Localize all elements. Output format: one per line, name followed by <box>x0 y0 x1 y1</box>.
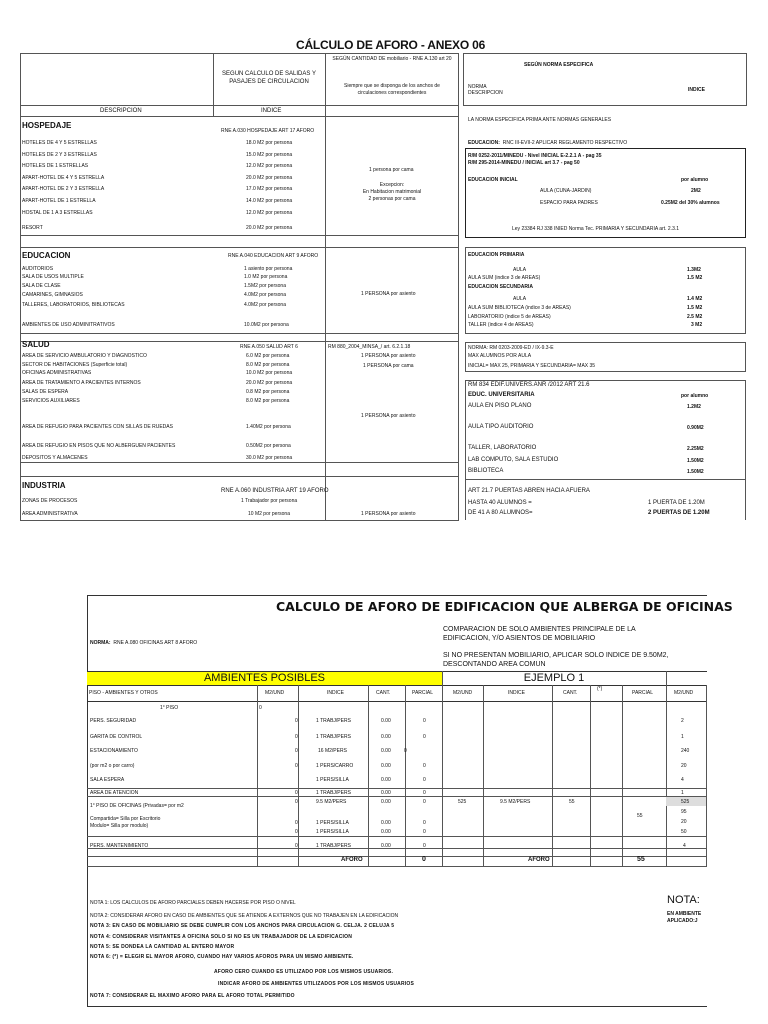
oficinas-row-label: 1° PISO DE OFICINAS (Privadas= por m2 <box>90 803 184 809</box>
table-header-cell: M2/UND <box>674 690 694 696</box>
table-row-desc: SALA ESPERA <box>90 777 125 783</box>
nota-3: NOTA 3: EN CASO DE MOBILIARIO SE DEBE CUMPLIR CON LOS ANCHOS PARA CIRCULACION G. CELJA. 2 CELUJA 5 <box>90 923 395 929</box>
hospedaje-row-indice: 17.0 M2 por persona <box>246 186 293 192</box>
aforo-cero: AFORO CERO CUANDO ES UTILIZADO POR LOS MISMOS USUARIOS. <box>214 969 394 975</box>
hdr-descripcion: DESCRIPCION <box>468 90 503 96</box>
educacion-row-desc: SALA DE USOS MULTIPLE <box>22 274 84 280</box>
secundaria-aula: AULA <box>513 296 527 302</box>
oficinas-title: CALCULO DE AFORO DE EDIFICACION QUE ALBERGA DE OFICINAS <box>276 599 733 614</box>
hospedaje-row-indice: 20.0 M2 por persona <box>246 175 293 181</box>
industria-row-desc: ZONAS DE PROCESOS <box>22 498 78 504</box>
salud-row-desc: DEPOSITOS Y ALMACENES <box>22 455 88 461</box>
salud-row-indice: 0.8 M2 por persona <box>246 389 290 395</box>
oficinas-parcial: 0 <box>423 799 426 805</box>
table-row-parcial: 0 <box>404 748 407 754</box>
hospedaje-row-desc: HOTELES DE 2 Y 3 ESTRELLAS <box>22 152 97 158</box>
table-row-cant: 0.00 <box>381 763 391 769</box>
aforo-label: AFORO <box>341 857 363 863</box>
table-row-desc: PERS. SEGURIDAD <box>90 718 137 724</box>
educacion-row-indice: 10.0M2 por persona <box>244 322 289 328</box>
table-row-right: 1 <box>681 734 684 740</box>
aforo-value: 0 <box>422 856 426 863</box>
table-row-right: 1 <box>681 790 684 796</box>
secundaria-taller-value: 3 M2 <box>691 322 703 328</box>
table-header-cell: PARCIAL <box>632 690 654 696</box>
educacion-row-desc: TALLERES, LABORATORIOS, BIBLIOTECAS <box>22 302 125 308</box>
salud-row-desc: AREA DE REFUGIO PARA PACIENTES CON SILLAS DE RUEDAS <box>22 424 173 430</box>
hospedaje-cama: 1 persona por cama <box>369 167 414 173</box>
educacion-row-indice: 1.0 M2 por persona <box>244 274 288 280</box>
table-row-right: 240 <box>681 748 690 754</box>
table-row-cant: 0.00 <box>381 734 391 740</box>
hospedaje-title: HOSPEDAJE <box>22 121 72 130</box>
max-inicial: INICIAL= MAX 25, PRIMARIA Y SECUNDARIA= MAX 35 <box>468 363 596 369</box>
primaria-aula-sum: AULA SUM (indice 3 de AREAS) <box>468 275 541 281</box>
oficinas-indice: 9.5 M2/PERS <box>316 799 347 805</box>
nota-1: NOTA 1: LOS CALCULOS DE AFORO PARCIALES DEBEN HACERSE POR PISO O NIVEL <box>90 900 296 906</box>
table-header-cell: PARCIAL <box>412 690 434 696</box>
nota-aplicado: APLICADO:J <box>667 918 698 924</box>
nota-2: NOTA 2: CONSIDERAR AFORO EN CASO DE AMBIENTES QUE SE ATIENDE A EXTERNOS QUE NO TRABAJEN EN LA EDIFICACION <box>90 913 399 919</box>
univ-row-desc: TALLER, LABORATORIO <box>468 445 537 451</box>
educacion-row-indice: 1.5M2 por persona <box>244 283 286 289</box>
table-row-parcial: 0 <box>423 790 426 796</box>
sin-mobiliario-note: SI NO PRESENTAN MOBILIARIO, APLICAR SOLO INDICE DE 9.50M2, DESCONTANDO AREA COMUN <box>443 652 669 668</box>
table-row-parcial: 0 <box>423 763 426 769</box>
salud-row-indice: 0.50M2 por persona <box>246 443 291 449</box>
univ-art: ART 21.7 PUERTAS ABREN HACIA AFUERA <box>468 488 590 494</box>
oficinas-right-2: 95 <box>681 809 687 815</box>
educacion-row-desc: AUDITORIOS <box>22 266 54 272</box>
inicial-padres: ESPACIO PARA PADRES <box>540 200 598 206</box>
salud-row-desc: SALAS DE ESPERA <box>22 389 69 395</box>
hospedaje-row-indice: 20.0 M2 por persona <box>246 225 293 231</box>
ambientes-posibles: AMBIENTES POSIBLES <box>203 672 326 684</box>
oficinas-sub-parcial: 0 <box>423 829 426 835</box>
oficinas-compartida: Compartida= Silla por Escritorio <box>90 816 161 822</box>
salud-row-indice: 20.0 M2 por persona <box>246 380 293 386</box>
oficinas-sub-indice: 1 PERS/SILLA <box>316 829 349 835</box>
piso-1-value: 0 <box>259 705 262 711</box>
table-row-cant: 0.00 <box>381 777 391 783</box>
industria-row-desc: AREA ADMINISTRATIVA <box>22 511 78 517</box>
univ-row-value: 1.50M2 <box>687 469 704 475</box>
mantenimiento-indice: 1 TRABJ/PERS <box>316 843 351 849</box>
industria-norma: RNE A.060 INDUSTRIA ART 19 AFORO <box>221 488 329 494</box>
table-row-m2: 0 <box>295 734 298 740</box>
hdr-norma: NORMA <box>468 84 487 90</box>
nota-ambiente: EN AMBIENTE <box>667 911 702 917</box>
oficinas-m2: 0 <box>295 799 298 805</box>
hospedaje-row-indice: 14.0 M2 por persona <box>246 198 293 204</box>
oficinas-right: 525 <box>681 799 690 805</box>
inicial-por-alumno: por alumno <box>681 177 709 183</box>
table-row-desc: AREA DE ATENCION <box>90 790 139 796</box>
table-row-m2: 0 <box>295 718 298 724</box>
secundaria-laboratorio-value: 2.5 M2 <box>687 314 703 320</box>
secundaria-laboratorio: LABORATORIO (indice 5 de AREAS) <box>468 314 551 320</box>
primaria-aula-sum-value: 1.5 M2 <box>687 275 703 281</box>
table-row-parcial: 0 <box>423 777 426 783</box>
table-row-right: 20 <box>681 763 687 769</box>
top-title: CÁLCULO DE AFORO - ANEXO 06 <box>296 38 486 52</box>
inicial-aula: AULA (CUNA-JARDIN) <box>540 188 592 194</box>
educacion-row-desc: AMBIENTES DE USO ADMINITRATIVOS <box>22 322 115 328</box>
salud-row-indice: 1.40M2 por persona <box>246 424 291 430</box>
salud-row-indice: 10.0 M2 por persona <box>246 370 293 376</box>
table-header-cell: PISO - AMBIENTES Y OTROS <box>89 690 158 696</box>
mantenimiento-right: 4 <box>683 843 686 849</box>
univ-row-value: 1.2M2 <box>687 404 701 410</box>
table-row-parcial: 0 <box>423 718 426 724</box>
ej-oficinas-cant: 55 <box>569 799 575 805</box>
hospedaje-row-indice: 12.0 M2 por persona <box>246 163 293 169</box>
table-row-desc: ESTACIONAMIENTO <box>90 748 138 754</box>
norma-rm-0203: NORMA: RM 0203-2009-ED / IX-9.3-E <box>468 345 554 351</box>
nota-7: NOTA 7: CONSIDERAR EL MAXIMO AFORO PARA EL AFORO TOTAL PERMITIDO <box>90 993 295 999</box>
salud-row-desc: AREA DE TRATAMIENTO A PACIENTES INTERNOS <box>22 380 141 386</box>
industria-title: INDUSTRIA <box>22 481 66 490</box>
nota-5: NOTA 5: SE DONDEA LA CANTIDAD AL ENTERO MAYOR <box>90 944 235 950</box>
aforo-ej-label: AFORO <box>528 857 550 863</box>
salud-p-cama: 1 PERSONA por cama <box>363 363 414 369</box>
comparacion-note: COMPARACION DE SOLO AMBIENTES PRINCIPALE DE LA EDIFICACION, Y/O ASIENTOS DE MOBILIARIO <box>443 626 636 642</box>
table-row-indice: 1 PERS/SILLA <box>316 777 349 783</box>
table-row-indice: 1 TRABJ/PERS <box>316 734 351 740</box>
nota-6: NOTA 6: (*) = ELEGIR EL MAYOR AFORO, CUANDO HAY VARIOS AFOROS PARA UN MISMO AMBIENTE. <box>90 954 354 960</box>
salud-rm: RM 880_2004_MINSA_/ art. 6.2.1.18 <box>328 344 411 350</box>
hospedaje-row-desc: APART-HOTEL DE 1 ESTRELLA <box>22 198 96 204</box>
oficinas-sub-m2: 0 <box>295 820 298 826</box>
univ-row-value: 0.90M2 <box>687 425 704 431</box>
ej-oficinas-indice: 9.5 M2/PERS <box>500 799 531 805</box>
salud-norma: RNE A.050 SALUD ART 6 <box>240 344 298 350</box>
univ-rm: RM 834 EDIF.UNIVERS.ANR /2012 ART 21.6 <box>468 382 590 388</box>
univ-row-value: 1.50M2 <box>687 458 704 464</box>
table-row-desc: (por m2 o por carro) <box>90 763 135 769</box>
piso-1: 1° PISO <box>160 705 179 711</box>
ej-oficinas-parcial: 55 <box>637 813 643 819</box>
oficinas-right-3: 20 <box>681 819 687 825</box>
oficinas-cant: 0.00 <box>381 799 391 805</box>
hospedaje-row-desc: HOSTAL DE 1 A 3 ESTRELLAS <box>22 210 93 216</box>
univ-title: EDUC. UNIVERSITARIA <box>468 392 535 398</box>
hospedaje-row-desc: APART-HOTEL DE 4 Y 5 ESTRELLA <box>22 175 105 181</box>
inicial-aula-value: 2M2 <box>691 188 701 194</box>
rm-0252: R/M 0252-2011/MINEDU - Nivel INICIAL E-2.2.1 A - pag 35 <box>468 153 602 159</box>
hospedaje-row-desc: APART-HOTEL DE 2 Y 3 ESTRELLA <box>22 186 105 192</box>
secundaria-biblioteca: AULA SUM BIBLIOTECA (indice 3 de AREAS) <box>468 305 571 311</box>
hospedaje-row-indice: 18.0 M2 por persona <box>246 140 293 146</box>
table-row-right: 4 <box>681 777 684 783</box>
univ-row-desc: LAB COMPUTO, SALA ESTUDIO <box>468 457 559 463</box>
table-header-cell: INDICE <box>508 690 525 696</box>
table-header-cell: CANT. <box>563 690 578 696</box>
hospedaje-matrimonial: En Habitacion matrimonial <box>362 189 422 195</box>
educacion-row-indice: 1 asiento por persona <box>244 266 293 272</box>
hospedaje-norma: RNE A.030 HOSPEDAJE ART 17 AFORO <box>221 128 315 134</box>
indicar-aforo: INDICAR AFORO DE AMBIENTES UTILIZADOS POR LOS MISMOS USUARIOS <box>218 981 415 987</box>
salud-row-desc: OFICINAS ADMINISTRATIVAS <box>22 370 92 376</box>
inicial-padres-value: 0.25M2 del 30% alumnos <box>661 200 720 206</box>
oficinas-sub-indice: 1 PERS/SILLA <box>316 820 349 826</box>
table-row-m2: 0 <box>295 748 298 754</box>
industria-p-asiento: 1 PERSONA por asiento <box>361 511 416 517</box>
salud-row-desc: SECTOR DE HABITACIONES (Superficie total) <box>22 362 128 368</box>
oficinas-norma: NORMA: RNE A.080 OFICINAS ART 8 AFORO <box>90 640 198 646</box>
univ-de41: DE 41 A 80 ALUMNOS= <box>468 510 533 516</box>
hdr-norma-especifica: SEGÚN NORMA ESPECIFICA <box>524 62 594 68</box>
educacion-norma: RNE A.040 EDUCACION ART 9 AFORO <box>228 253 319 259</box>
table-header-cell: (*) <box>597 686 603 692</box>
secundaria-aula-value: 1.4 M2 <box>687 296 703 302</box>
nota-big: NOTA: <box>667 894 700 906</box>
salud-row-indice: 8.0 M2 por persona <box>246 362 290 368</box>
salud-row-indice: 6.0 M2 por persona <box>246 353 290 359</box>
hdr-mobiliario: SEGÚN CANTIDAD DE mobiliario - RNE A.130 art 20 <box>332 56 452 62</box>
educacion-primaria: EDUCACION PRIMARIA <box>468 252 525 258</box>
rm-295: R/M 295-2014-MINEDU / INICIAL art 3.7 - pag 50 <box>468 160 580 166</box>
univ-row-desc: BIBLIOTECA <box>468 468 504 474</box>
hospedaje-row-desc: HOTELES DE 1 ESTRELLAS <box>22 163 89 169</box>
hospedaje-row-desc: RESORT <box>22 225 43 231</box>
mantenimiento-parcial: 0 <box>423 843 426 849</box>
univ-row-desc: AULA EN PISO PLANO <box>468 403 532 409</box>
table-row-indice: 1 TRABJ/PERS <box>316 718 351 724</box>
salud-row-desc: SERVICIOS AUXILIARES <box>22 398 80 404</box>
table-row-indice: 16 M2/PERS <box>318 748 347 754</box>
oficinas-sub-parcial: 0 <box>423 820 426 826</box>
educacion-title: EDUCACION <box>22 251 71 260</box>
hdr-salidas: SEGUN CALCULO DE SALIDAS Y PASAJES DE CIRCULACION <box>222 71 316 85</box>
table-header-cell: CANT. <box>376 690 391 696</box>
table-row-cant: 0.00 <box>381 748 391 754</box>
col-indice: INDICE <box>261 108 282 114</box>
industria-row-indice: 10 M2 por persona <box>248 511 290 517</box>
oficinas-sub-cant: 0.00 <box>381 829 391 835</box>
table-row-indice: 1 TRABJ/PERS <box>316 790 351 796</box>
educacion-reglamento: EDUCACION: RNC III-EVII-2 APLICAR REGLAMENTO RESPECTIVO <box>468 140 628 146</box>
industria-row-indice: 1 Trabajador por persona <box>241 498 298 504</box>
table-row-desc: GARITA DE CONTROL <box>90 734 143 740</box>
max-alumnos: MAX ALUMNOS POR AULA <box>468 353 532 359</box>
hospedaje-row-indice: 15.0 M2 por persona <box>246 152 293 158</box>
table-row-parcial: 0 <box>423 734 426 740</box>
univ-hasta40-value: 1 PUERTA DE 1.20M <box>648 500 705 506</box>
secundaria-taller: TALLER (indice 4 de AREAS) <box>468 322 534 328</box>
nota-4: NOTA 4: CONSIDERAR VISITANTES A OFICINA SOLO SI NO ES UN TRABAJADOR DE LA EDIFICACION <box>90 934 353 940</box>
univ-por-alumno: por alumno <box>681 393 709 399</box>
ley-23384: Ley 23384 RJ 338 INIED Norma Tec. PRIMARIA Y SECUNDARIA art. 2.3.1 <box>512 226 680 232</box>
mantenimiento-cant: 0.00 <box>381 843 391 849</box>
salud-row-indice: 30.0 M2 por persona <box>246 455 293 461</box>
salud-row-indice: 8.0 M2 por persona <box>246 398 290 404</box>
primaria-aula: AULA <box>513 267 527 273</box>
educacion-asiento: 1 PERSONA por asiento <box>361 291 416 297</box>
univ-row-value: 2.25M2 <box>687 446 704 452</box>
ej-oficinas-m2: 525 <box>458 799 467 805</box>
salud-title: SALUD <box>22 340 50 349</box>
secundaria-biblioteca-value: 1.5 M2 <box>687 305 703 311</box>
hospedaje-row-desc: HOTELES DE 4 Y 5 ESTRELLAS <box>22 140 97 146</box>
table-header-cell: M2/UND <box>453 690 473 696</box>
aforo-ej-value: 55 <box>637 856 645 863</box>
table-row-cant: 0.00 <box>381 790 391 796</box>
mantenimiento-label: PERS. MANTENIMIENTO <box>90 843 149 849</box>
oficinas-modulo: Modulo= Silla por modulo) <box>90 823 149 829</box>
hospedaje-2personas: 2 personas por cama <box>368 196 416 202</box>
primaria-aula-value: 1.3M2 <box>687 267 701 273</box>
educacion-row-indice: 4.0M2 por persona <box>244 292 286 298</box>
norma-especifica-note: LA NORMA ESPECIFICA PRIMA ANTE NORMAS GENERALES <box>468 117 612 123</box>
salud-p-asiento: 1 PERSONA por asiento <box>361 353 416 359</box>
ejemplo-1: EJEMPLO 1 <box>523 672 585 684</box>
salud-row-desc: AREA DE REFUGIO EN PISOS QUE NO ALBERGUEN PACIENTES <box>22 443 176 449</box>
oficinas-sub-m2: 0 <box>295 829 298 835</box>
table-header-cell: INDICE <box>327 690 344 696</box>
educacion-secundaria: EDUCACION SECUNDARIA <box>468 284 534 290</box>
col-descripcion: DESCRIPCION <box>100 108 142 114</box>
oficinas-right-4: 50 <box>681 829 687 835</box>
educacion-row-indice: 4.0M2 por persona <box>244 302 286 308</box>
hdr-indice: INDICE <box>688 87 705 93</box>
table-row-cant: 0.00 <box>381 718 391 724</box>
educacion-row-desc: SALA DE CLASE <box>22 283 61 289</box>
table-row-indice: 1 PERS/CARRO <box>316 763 354 769</box>
univ-row-desc: AULA TIPO AUDITORIO <box>468 424 534 430</box>
table-header-cell: M2/UND <box>265 690 285 696</box>
table-row-right: 2 <box>681 718 684 724</box>
hospedaje-row-indice: 12.0 M2 por persona <box>246 210 293 216</box>
mantenimiento-m2: 0 <box>295 843 298 849</box>
table-row-m2: 0 <box>295 790 298 796</box>
oficinas-sub-cant: 0.00 <box>381 820 391 826</box>
hospedaje-excepcion: Excepcion: <box>379 182 405 188</box>
salud-p-asiento2: 1 PERSONA por asiento <box>361 413 416 419</box>
educacion-inicial: EDUCACION INICIAL <box>468 177 518 183</box>
table-row-m2: 0 <box>295 763 298 769</box>
educacion-row-desc: CAMARINES, GIMNASIOS <box>22 292 83 298</box>
univ-de41-value: 2 PUERTAS DE 1.20M <box>648 510 710 516</box>
hdr-anchos: Siempre que se disponga de los anchos de circulaciones correspondientes <box>344 83 440 96</box>
univ-hasta40: HASTA 40 ALUMNOS = <box>468 500 532 506</box>
salud-row-desc: AREA DE SERVICIO AMBULATORIO Y DIAGNOSTICO <box>22 353 147 359</box>
